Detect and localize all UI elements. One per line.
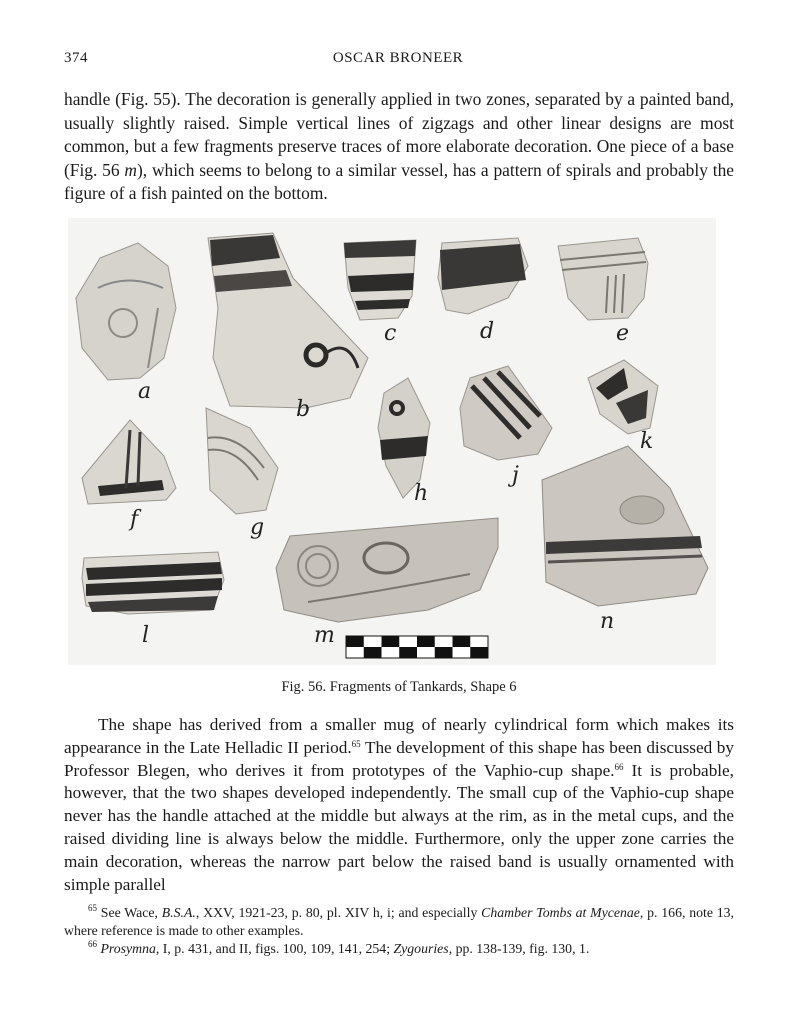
paragraph-1: [64, 88, 734, 206]
fragment-label: d: [480, 319, 495, 344]
footnote-text: , pp. 138-139, fig. 130, 1.: [448, 941, 590, 956]
footnote-italic: Prosymna: [97, 941, 156, 956]
fragment-a: [76, 243, 176, 404]
fragment-j: [460, 366, 552, 488]
fragment-label: j: [512, 463, 519, 488]
footnote-number: 65: [88, 903, 97, 913]
fragment-e: [558, 238, 648, 346]
fragment-f: [82, 420, 176, 532]
footnote-italic: Chamber Tombs at Mycenae: [481, 905, 640, 920]
fragment-label: g: [250, 515, 265, 540]
paragraph-1-text-a: handle (Fig. 55). The decoration is generally applied in two zones, separated by a painted band, usually slightly raised. Simple vertical lines of zigzags and other linear designs are most common, but a few fragments preserve traces of more elaborate decoration. One piece of a base (Fig. 56: [64, 89, 734, 180]
figure-56-photograph: [68, 218, 716, 665]
footnote-text: See Wace,: [97, 905, 162, 920]
footnote-ref-66[interactable]: 66: [614, 761, 624, 772]
figure-caption: Fig. 56. Fragments of Tankards, Shape 6: [281, 679, 517, 695]
footnote-text: , p. 166, note 13, where reference is made to other examples.: [64, 905, 734, 938]
footnote-italic: Zygouries: [393, 941, 449, 956]
scale-bar: [346, 636, 488, 658]
footnote-number: 66: [88, 939, 97, 949]
fragment-b: [208, 233, 368, 422]
paragraph-2: [64, 714, 734, 896]
fragment-h: [378, 378, 430, 506]
fragment-label: h: [414, 481, 429, 506]
fragment-k: [588, 360, 658, 454]
fragment-m: [276, 518, 498, 648]
footnote-65: [64, 904, 734, 940]
fragment-label: b: [296, 397, 311, 422]
paragraph-2-text-b: The development of this shape has been discussed by Professor Blegen, who derives it from prototypes of the Vaphio-cup shape.: [64, 737, 734, 780]
fragment-label: c: [384, 321, 397, 346]
fragment-label: a: [138, 379, 152, 404]
running-head: OSCAR BRONEER: [332, 50, 464, 66]
footnotes: [64, 904, 734, 958]
fragment-label: m: [314, 623, 335, 648]
footnote-text: , I, p. 431, and II, figs. 100, 109, 141, 254;: [155, 941, 394, 956]
footnote-text: , XXV, 1921-23, p. 80, pl. XIV h, i; and especially: [195, 905, 482, 920]
fragment-l: [82, 552, 224, 648]
fragment-label: l: [142, 623, 150, 648]
paragraph-2-text-c: It is probable, however, that the two shapes developed independently. The small cup of the Vaphio-cup shape never has the handle attached at the middle but always at the rim, as in the metal cups, and the raised dividing line is always below the middle. Furthermore, only the upper zone carries the main decoration, whereas the narrow part below the raised band is usually ornamented with simple parallel: [64, 760, 734, 894]
paragraph-1-italic-m: m: [124, 159, 137, 180]
paragraph-1-text-b: ), which seems to belong to a similar vessel, has a pattern of spirals and probably the figure of a fish painted on the bottom.: [64, 159, 734, 204]
fragment-label: e: [616, 321, 630, 346]
fragment-c: [344, 240, 416, 346]
footnote-ref-65[interactable]: 65: [351, 738, 361, 749]
footnote-italic: B.S.A.: [161, 905, 196, 920]
fragment-n: [542, 446, 708, 634]
fragment-d: [438, 238, 528, 344]
paragraph-2-text-a: The shape has derived from a smaller mug of nearly cylindrical form which makes its appearance in the Late Helladic II period.: [64, 715, 734, 757]
fragment-label: f: [130, 507, 139, 532]
fragment-g: [206, 408, 278, 540]
page-number: 374: [64, 50, 88, 66]
footnote-66: [64, 940, 734, 958]
fragment-label: k: [640, 429, 654, 454]
page-header: [64, 50, 732, 74]
fragment-label: n: [600, 609, 615, 634]
